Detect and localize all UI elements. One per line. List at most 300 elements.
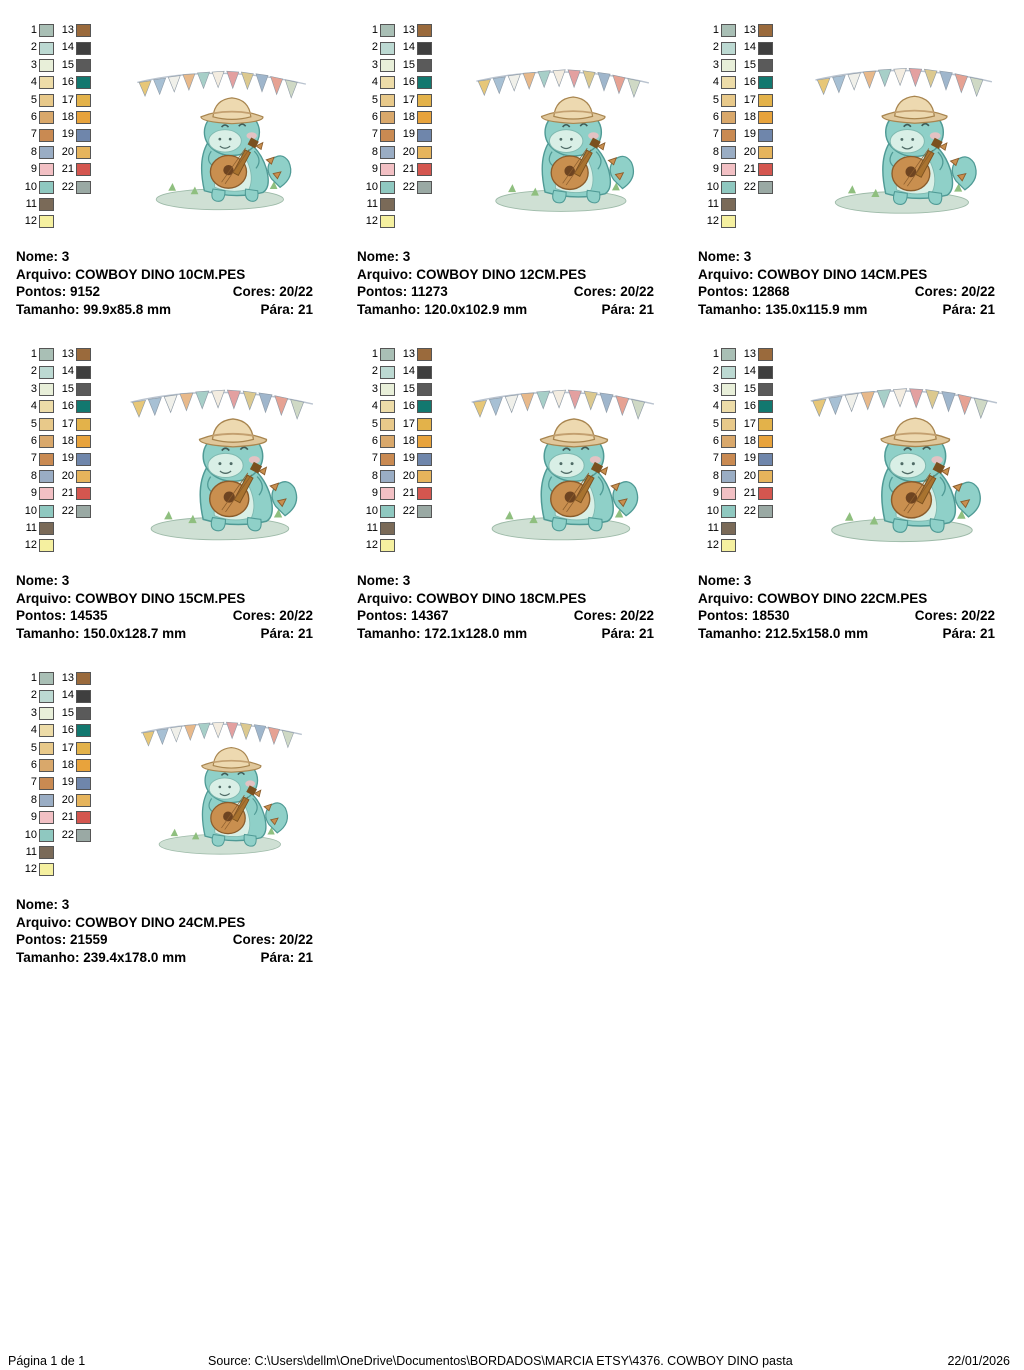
color-number-right: 16 bbox=[61, 724, 74, 737]
color-number-right: 15 bbox=[402, 58, 415, 71]
color-number-right: 20 bbox=[402, 145, 415, 158]
color-chart-row bbox=[361, 126, 435, 143]
design-cores: Cores: 20/22 bbox=[914, 608, 995, 623]
design-arquivo: Arquivo: COWBOY DINO 22CM.PES bbox=[698, 590, 928, 606]
color-swatch-left bbox=[39, 672, 54, 685]
color-number-left: 7 bbox=[30, 128, 37, 141]
color-number-right: 16 bbox=[402, 76, 415, 89]
design-nome: Nome: 3 bbox=[357, 573, 411, 588]
color-number-right: 14 bbox=[743, 41, 756, 54]
design-arquivo: Arquivo: COWBOY DINO 24CM.PES bbox=[16, 914, 246, 930]
design-arquivo: Arquivo: COWBOY DINO 15CM.PES bbox=[16, 590, 246, 606]
color-number-right: 19 bbox=[61, 452, 74, 465]
color-swatch-left bbox=[380, 181, 395, 194]
color-swatch-right bbox=[76, 487, 91, 500]
color-number-left: 8 bbox=[371, 469, 378, 482]
color-number-left: 10 bbox=[365, 180, 378, 193]
color-number-right: 14 bbox=[743, 365, 756, 378]
color-number-right: 16 bbox=[61, 400, 74, 413]
color-number-left: 6 bbox=[30, 758, 37, 771]
embroidery-preview-image bbox=[435, 14, 685, 246]
color-swatch-right bbox=[76, 470, 91, 483]
color-swatch-right bbox=[76, 829, 91, 842]
color-swatch-left bbox=[380, 146, 395, 159]
color-chart-row bbox=[20, 363, 94, 380]
color-number-right: 15 bbox=[61, 58, 74, 71]
design-nome: Nome: 3 bbox=[357, 249, 411, 264]
color-chart-row bbox=[702, 74, 776, 91]
color-swatch-left bbox=[380, 24, 395, 37]
color-number-left: 2 bbox=[371, 41, 378, 54]
color-swatch-left bbox=[721, 522, 736, 535]
color-number-left: 5 bbox=[712, 93, 719, 106]
color-chart-row bbox=[361, 537, 435, 554]
color-chart-row bbox=[702, 92, 776, 109]
color-number-right: 20 bbox=[743, 469, 756, 482]
color-chart-row bbox=[20, 22, 94, 39]
color-chart-row bbox=[20, 346, 94, 363]
color-swatch-left bbox=[39, 742, 54, 755]
color-number-left: 11 bbox=[366, 197, 378, 210]
color-number-right: 13 bbox=[61, 348, 74, 360]
design-cores: Cores: 20/22 bbox=[914, 284, 995, 299]
color-swatch-left bbox=[39, 777, 54, 790]
color-chart-row bbox=[20, 74, 94, 91]
color-swatch-right bbox=[758, 146, 773, 159]
design-cell[interactable] bbox=[341, 324, 682, 642]
color-chart-row bbox=[361, 39, 435, 56]
color-swatch-right bbox=[76, 94, 91, 107]
color-number-right: 15 bbox=[402, 382, 415, 395]
color-chart-row bbox=[20, 398, 94, 415]
color-number-left: 11 bbox=[366, 521, 378, 534]
color-swatch-right bbox=[76, 383, 91, 396]
color-number-left: 4 bbox=[30, 76, 37, 89]
color-chart-row bbox=[702, 416, 776, 433]
color-chart-row bbox=[20, 381, 94, 398]
color-chart-row bbox=[702, 39, 776, 56]
color-swatch-left bbox=[39, 724, 54, 737]
color-chart-row bbox=[20, 450, 94, 467]
color-chart-row bbox=[20, 520, 94, 537]
color-swatch-right bbox=[76, 777, 91, 790]
color-swatch-right bbox=[76, 418, 91, 431]
color-chart-row bbox=[20, 144, 94, 161]
color-swatch-right bbox=[758, 59, 773, 72]
color-number-left: 9 bbox=[371, 487, 378, 500]
design-preview bbox=[355, 14, 668, 246]
design-cell[interactable] bbox=[682, 0, 1023, 318]
design-para: Pára: 21 bbox=[942, 301, 995, 317]
color-number-left: 12 bbox=[706, 215, 719, 228]
color-swatch-right bbox=[76, 690, 91, 703]
design-pontos: Pontos: 12868 bbox=[698, 284, 790, 299]
color-swatch-right bbox=[76, 435, 91, 448]
color-number-right: 18 bbox=[61, 758, 74, 771]
embroidery-preview-image bbox=[435, 338, 685, 570]
color-swatch-left bbox=[39, 470, 54, 483]
color-number-left: 6 bbox=[30, 434, 37, 447]
design-preview bbox=[355, 338, 668, 570]
color-chart-row bbox=[20, 861, 94, 878]
embroidery-preview-image bbox=[776, 14, 1024, 246]
color-swatch-left bbox=[380, 539, 395, 552]
color-number-left: 1 bbox=[30, 672, 37, 684]
color-chart-row bbox=[361, 92, 435, 109]
design-arquivo: Arquivo: COWBOY DINO 14CM.PES bbox=[698, 266, 928, 282]
color-number-left: 1 bbox=[371, 24, 378, 36]
color-number-left: 6 bbox=[30, 110, 37, 123]
design-cores: Cores: 20/22 bbox=[573, 608, 654, 623]
design-cell[interactable] bbox=[682, 324, 1023, 642]
color-chart-row bbox=[702, 468, 776, 485]
design-cell[interactable] bbox=[0, 0, 341, 318]
color-swatch-right bbox=[758, 400, 773, 413]
design-pontos: Pontos: 18530 bbox=[698, 608, 790, 623]
color-swatch-left bbox=[39, 522, 54, 535]
design-artwork bbox=[94, 338, 327, 570]
color-number-right: 17 bbox=[61, 417, 74, 430]
color-number-left: 11 bbox=[25, 845, 37, 858]
color-chart-row bbox=[702, 485, 776, 502]
color-swatch-left bbox=[721, 111, 736, 124]
color-swatch-left bbox=[39, 487, 54, 500]
color-chart-row bbox=[20, 705, 94, 722]
color-swatch-right bbox=[76, 724, 91, 737]
color-swatch-left bbox=[721, 94, 736, 107]
color-chart-row bbox=[20, 844, 94, 861]
color-number-left: 6 bbox=[371, 110, 378, 123]
color-number-right: 21 bbox=[743, 163, 756, 176]
color-number-right: 20 bbox=[61, 469, 74, 482]
color-number-right: 14 bbox=[61, 689, 74, 702]
design-tamanho: Tamanho: 120.0x102.9 mm bbox=[357, 301, 528, 317]
color-swatch-left bbox=[39, 94, 54, 107]
color-chart-row bbox=[361, 381, 435, 398]
color-swatch-right bbox=[758, 76, 773, 89]
color-swatch-left bbox=[380, 348, 395, 361]
color-chart bbox=[702, 346, 776, 555]
design-arquivo: Arquivo: COWBOY DINO 12CM.PES bbox=[357, 266, 587, 282]
color-swatch-right bbox=[417, 400, 432, 413]
color-chart-row bbox=[361, 468, 435, 485]
color-chart-row bbox=[702, 196, 776, 213]
color-swatch-right bbox=[417, 383, 432, 396]
color-number-left: 10 bbox=[706, 180, 719, 193]
color-swatch-right bbox=[417, 505, 432, 518]
color-swatch-left bbox=[39, 690, 54, 703]
color-number-left: 3 bbox=[712, 58, 719, 71]
color-swatch-left bbox=[39, 759, 54, 772]
color-swatch-left bbox=[39, 181, 54, 194]
design-tamanho: Tamanho: 239.4x178.0 mm bbox=[16, 949, 187, 965]
color-swatch-left bbox=[721, 539, 736, 552]
color-chart-row bbox=[20, 757, 94, 774]
color-swatch-left bbox=[380, 505, 395, 518]
color-chart-row bbox=[20, 39, 94, 56]
color-chart-row bbox=[361, 503, 435, 520]
color-chart-row bbox=[20, 468, 94, 485]
color-swatch-right bbox=[417, 418, 432, 431]
design-info bbox=[355, 572, 668, 642]
color-number-right: 18 bbox=[402, 110, 415, 123]
color-chart-row bbox=[20, 687, 94, 704]
color-chart-row bbox=[702, 398, 776, 415]
color-number-right: 15 bbox=[743, 58, 756, 71]
color-swatch-left bbox=[39, 24, 54, 37]
color-number-right: 15 bbox=[743, 382, 756, 395]
color-number-left: 3 bbox=[371, 58, 378, 71]
color-chart-row bbox=[361, 450, 435, 467]
color-chart-row bbox=[20, 503, 94, 520]
color-number-right: 19 bbox=[743, 128, 756, 141]
color-swatch-left bbox=[721, 215, 736, 228]
color-chart-row bbox=[702, 450, 776, 467]
design-pontos: Pontos: 11273 bbox=[357, 284, 448, 299]
design-cores: Cores: 20/22 bbox=[232, 284, 313, 299]
color-number-right: 19 bbox=[61, 128, 74, 141]
color-swatch-left bbox=[39, 215, 54, 228]
color-chart-row bbox=[702, 537, 776, 554]
color-number-right: 17 bbox=[402, 417, 415, 430]
color-chart-row bbox=[20, 485, 94, 502]
color-swatch-left bbox=[721, 487, 736, 500]
design-pontos: Pontos: 14367 bbox=[357, 608, 449, 623]
color-swatch-left bbox=[39, 811, 54, 824]
color-swatch-left bbox=[39, 794, 54, 807]
color-number-left: 1 bbox=[712, 348, 719, 360]
color-number-left: 6 bbox=[712, 110, 719, 123]
color-swatch-right bbox=[417, 76, 432, 89]
color-number-right: 19 bbox=[61, 776, 74, 789]
design-artwork bbox=[435, 14, 668, 246]
color-chart-row bbox=[20, 109, 94, 126]
color-chart-row bbox=[361, 363, 435, 380]
color-number-left: 8 bbox=[30, 793, 37, 806]
color-number-right: 14 bbox=[402, 365, 415, 378]
color-chart-row bbox=[702, 126, 776, 143]
design-cell[interactable] bbox=[0, 324, 341, 642]
design-tamanho: Tamanho: 212.5x158.0 mm bbox=[698, 625, 869, 641]
color-number-left: 9 bbox=[30, 811, 37, 824]
color-number-left: 9 bbox=[712, 163, 719, 176]
design-nome: Nome: 3 bbox=[16, 897, 70, 912]
footer-date: 22/01/2026 bbox=[947, 1354, 1010, 1368]
color-number-left: 4 bbox=[30, 724, 37, 737]
color-swatch-left bbox=[39, 366, 54, 379]
color-swatch-right bbox=[417, 146, 432, 159]
color-chart-row bbox=[702, 213, 776, 230]
design-para: Pára: 21 bbox=[601, 625, 654, 641]
design-cell[interactable] bbox=[0, 648, 341, 966]
design-tamanho: Tamanho: 99.9x85.8 mm bbox=[16, 301, 172, 317]
color-number-left: 3 bbox=[30, 382, 37, 395]
color-swatch-left bbox=[39, 76, 54, 89]
color-swatch-right bbox=[76, 400, 91, 413]
color-number-left: 12 bbox=[24, 215, 37, 228]
color-chart bbox=[702, 22, 776, 231]
color-chart-row bbox=[20, 416, 94, 433]
color-number-left: 3 bbox=[30, 58, 37, 71]
design-nome: Nome: 3 bbox=[698, 573, 752, 588]
color-number-right: 20 bbox=[61, 793, 74, 806]
color-number-left: 3 bbox=[712, 382, 719, 395]
color-swatch-right bbox=[758, 487, 773, 500]
color-swatch-left bbox=[39, 383, 54, 396]
color-number-left: 1 bbox=[30, 348, 37, 360]
color-chart bbox=[361, 22, 435, 231]
design-tamanho: Tamanho: 150.0x128.7 mm bbox=[16, 625, 187, 641]
color-number-right: 21 bbox=[61, 487, 74, 500]
color-number-right: 17 bbox=[61, 93, 74, 106]
design-para: Pára: 21 bbox=[942, 625, 995, 641]
color-chart-row bbox=[702, 503, 776, 520]
color-swatch-left bbox=[39, 829, 54, 842]
color-number-left: 12 bbox=[365, 539, 378, 552]
color-number-right: 17 bbox=[402, 93, 415, 106]
color-swatch-left bbox=[380, 400, 395, 413]
color-chart-row bbox=[20, 161, 94, 178]
color-number-left: 10 bbox=[706, 504, 719, 517]
color-number-right: 22 bbox=[61, 504, 74, 517]
design-para: Pára: 21 bbox=[260, 949, 313, 965]
color-number-right: 22 bbox=[402, 180, 415, 193]
color-swatch-left bbox=[380, 42, 395, 55]
color-number-left: 10 bbox=[24, 828, 37, 841]
color-swatch-right bbox=[758, 181, 773, 194]
color-number-left: 4 bbox=[371, 76, 378, 89]
color-swatch-left bbox=[721, 163, 736, 176]
color-chart-row bbox=[361, 144, 435, 161]
color-number-left: 9 bbox=[371, 163, 378, 176]
color-number-left: 5 bbox=[371, 417, 378, 430]
color-number-right: 18 bbox=[743, 110, 756, 123]
color-number-left: 12 bbox=[24, 539, 37, 552]
color-swatch-left bbox=[39, 111, 54, 124]
color-swatch-right bbox=[417, 24, 432, 37]
color-swatch-left bbox=[380, 215, 395, 228]
color-swatch-right bbox=[76, 59, 91, 72]
color-number-left: 11 bbox=[707, 197, 719, 210]
color-swatch-left bbox=[380, 418, 395, 431]
design-artwork bbox=[776, 338, 1009, 570]
color-swatch-left bbox=[721, 418, 736, 431]
design-tamanho: Tamanho: 172.1x128.0 mm bbox=[357, 625, 528, 641]
color-swatch-left bbox=[39, 42, 54, 55]
color-chart-row bbox=[361, 57, 435, 74]
color-swatch-right bbox=[758, 163, 773, 176]
color-swatch-left bbox=[380, 94, 395, 107]
color-chart-row bbox=[361, 520, 435, 537]
color-chart-row bbox=[20, 92, 94, 109]
color-swatch-right bbox=[76, 759, 91, 772]
color-number-right: 13 bbox=[61, 672, 74, 684]
color-chart-row bbox=[702, 144, 776, 161]
color-swatch-right bbox=[417, 42, 432, 55]
color-chart bbox=[20, 346, 94, 555]
color-chart-row bbox=[702, 381, 776, 398]
color-swatch-left bbox=[380, 111, 395, 124]
color-number-left: 11 bbox=[25, 521, 37, 534]
color-swatch-right bbox=[417, 348, 432, 361]
embroidery-preview-image bbox=[776, 338, 1024, 570]
color-swatch-right bbox=[758, 24, 773, 37]
color-swatch-right bbox=[76, 348, 91, 361]
design-cell[interactable] bbox=[341, 0, 682, 318]
color-swatch-left bbox=[39, 348, 54, 361]
color-chart-row bbox=[361, 416, 435, 433]
color-swatch-right bbox=[76, 707, 91, 720]
color-swatch-left bbox=[721, 181, 736, 194]
color-swatch-right bbox=[76, 163, 91, 176]
color-swatch-right bbox=[417, 181, 432, 194]
color-number-left: 2 bbox=[712, 41, 719, 54]
footer-page-number: Página 1 de 1 bbox=[8, 1354, 86, 1368]
color-swatch-right bbox=[758, 453, 773, 466]
design-artwork bbox=[94, 662, 327, 894]
color-swatch-right bbox=[417, 129, 432, 142]
color-number-right: 17 bbox=[743, 93, 756, 106]
color-swatch-left bbox=[39, 453, 54, 466]
color-number-left: 7 bbox=[371, 128, 378, 141]
color-swatch-left bbox=[39, 707, 54, 720]
color-number-left: 1 bbox=[712, 24, 719, 36]
color-number-right: 14 bbox=[61, 41, 74, 54]
color-chart-row bbox=[702, 161, 776, 178]
design-info bbox=[696, 572, 1009, 642]
color-number-right: 18 bbox=[402, 434, 415, 447]
color-number-right: 15 bbox=[61, 706, 74, 719]
color-swatch-right bbox=[76, 453, 91, 466]
design-para: Pára: 21 bbox=[260, 625, 313, 641]
color-number-left: 6 bbox=[371, 434, 378, 447]
color-number-right: 15 bbox=[61, 382, 74, 395]
color-number-left: 10 bbox=[24, 180, 37, 193]
design-pontos: Pontos: 14535 bbox=[16, 608, 108, 623]
design-preview bbox=[14, 14, 327, 246]
color-swatch-left bbox=[380, 76, 395, 89]
color-swatch-left bbox=[721, 348, 736, 361]
design-preview bbox=[696, 338, 1009, 570]
color-number-left: 8 bbox=[712, 469, 719, 482]
color-swatch-left bbox=[380, 487, 395, 500]
color-number-right: 18 bbox=[743, 434, 756, 447]
color-number-left: 8 bbox=[371, 145, 378, 158]
design-info bbox=[14, 572, 327, 642]
color-swatch-left bbox=[39, 863, 54, 876]
color-number-left: 7 bbox=[30, 776, 37, 789]
design-arquivo: Arquivo: COWBOY DINO 10CM.PES bbox=[16, 266, 246, 282]
color-number-right: 22 bbox=[743, 504, 756, 517]
color-number-left: 8 bbox=[712, 145, 719, 158]
color-chart-row bbox=[361, 433, 435, 450]
color-swatch-right bbox=[76, 181, 91, 194]
color-number-left: 7 bbox=[30, 452, 37, 465]
color-number-left: 3 bbox=[30, 706, 37, 719]
color-swatch-right bbox=[76, 146, 91, 159]
color-number-left: 2 bbox=[712, 365, 719, 378]
color-number-right: 16 bbox=[743, 400, 756, 413]
color-swatch-left bbox=[721, 400, 736, 413]
color-number-left: 8 bbox=[30, 145, 37, 158]
color-swatch-left bbox=[39, 163, 54, 176]
color-swatch-left bbox=[39, 198, 54, 211]
color-swatch-right bbox=[758, 470, 773, 483]
color-number-right: 22 bbox=[743, 180, 756, 193]
color-swatch-right bbox=[417, 366, 432, 379]
color-chart-row bbox=[20, 179, 94, 196]
color-chart-row bbox=[361, 346, 435, 363]
